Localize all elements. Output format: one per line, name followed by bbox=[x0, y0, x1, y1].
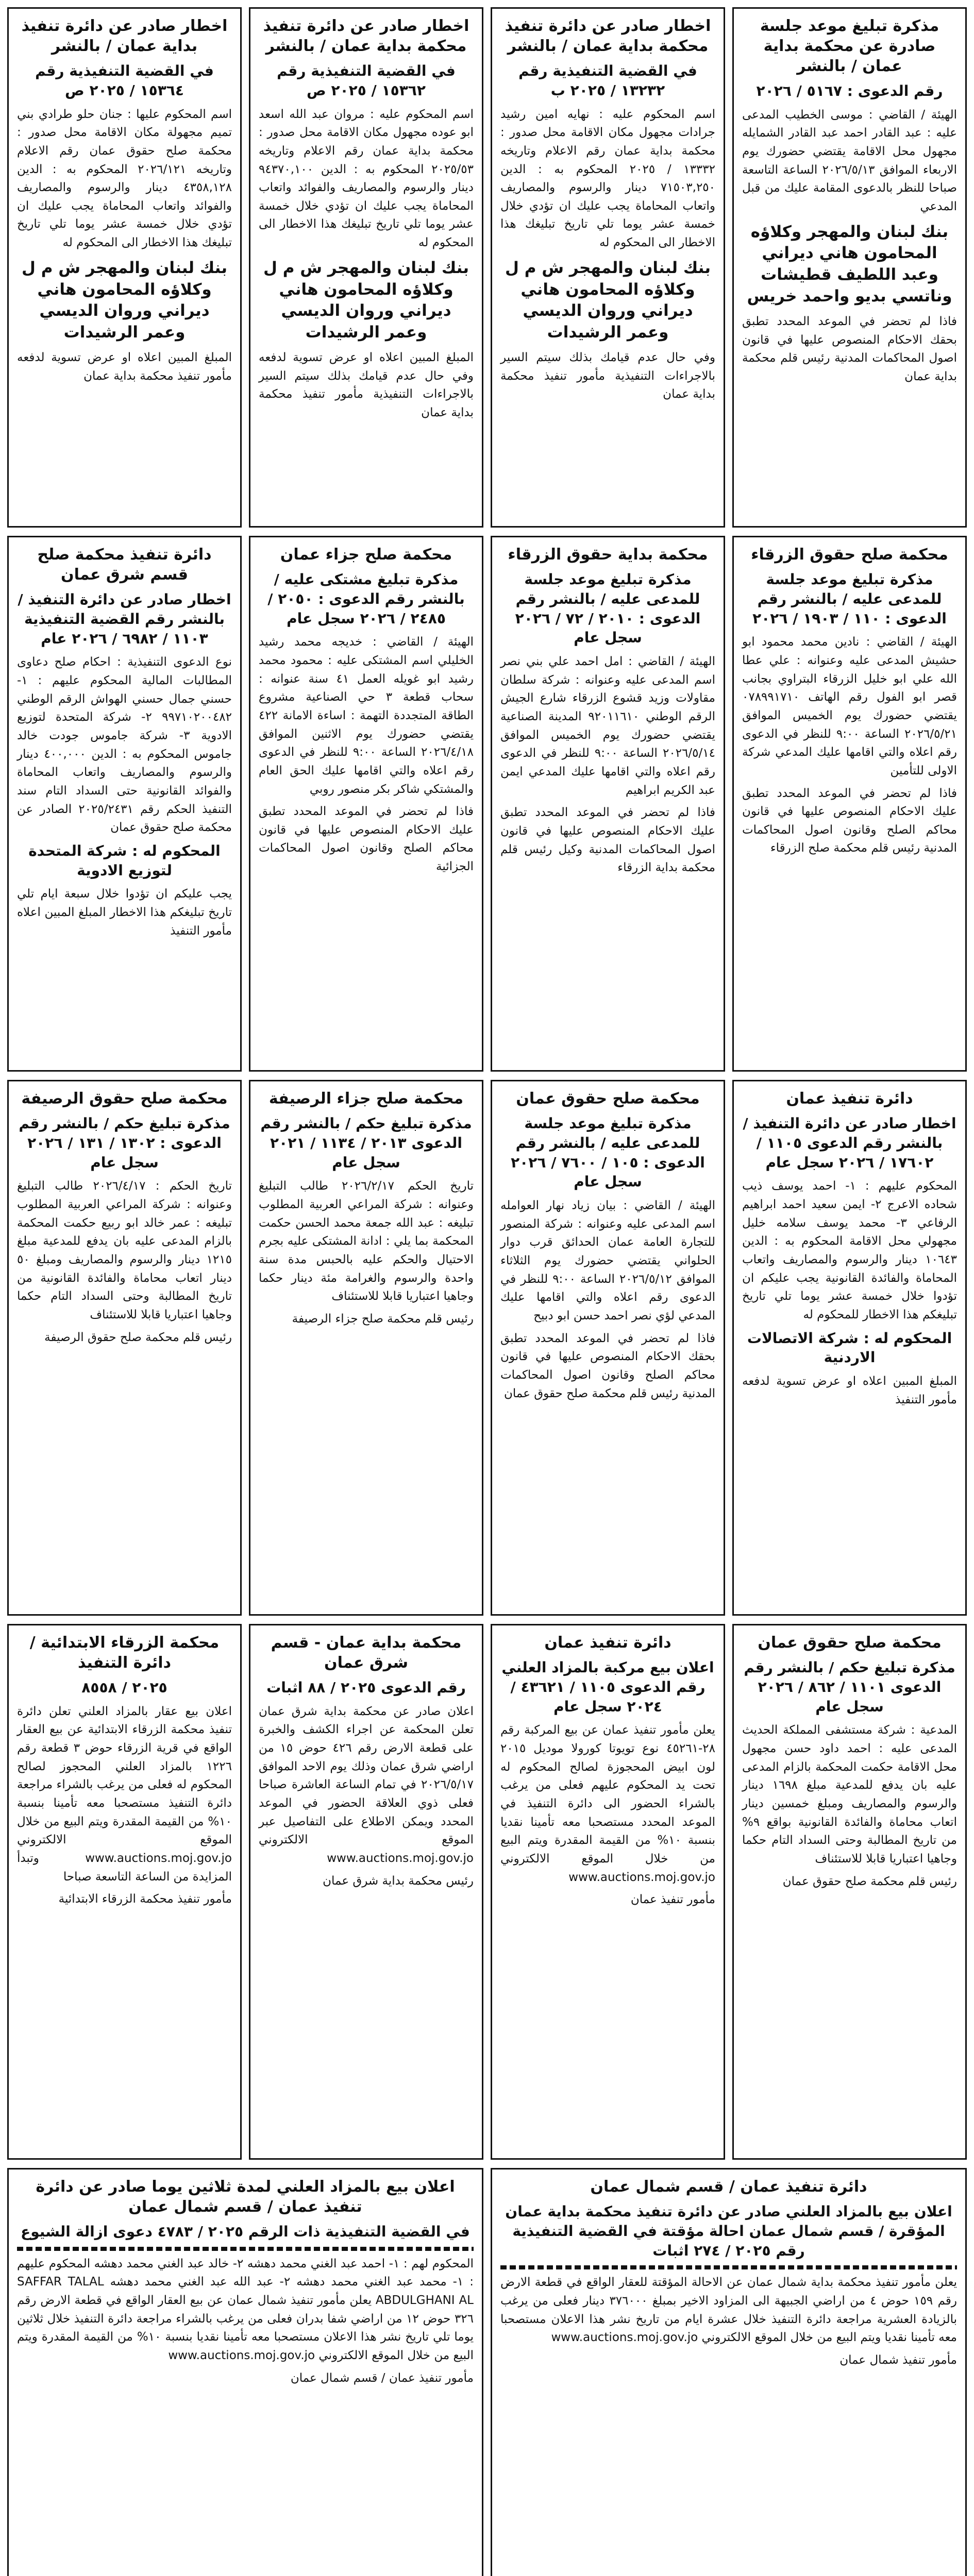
notice-footer: المبلغ المبين اعلاه او عرض تسوية لدفعه مأمور تنفيذ محكمة بداية عمان bbox=[17, 351, 232, 383]
notice-footer: فاذا لم تحضر في الموعد المحدد تطبق بحقك الاحكام المنصوص عليها في قانون اصول المحاكمات المدنية رئيس قلم محكمة بداية عمان bbox=[742, 315, 957, 383]
notice-body: الهيئة / القاضي : بيان زياد نهار العوامله اسم المدعى عليه وعنوانه : شركة المنصور للتجارة العامة عمان الحدائق قرب دوار الحلواني يقتضي حضورك يوم الثلاثاء الموافق ٢٠٢٦/٥/١٢ الساعة ٩:٠٠ للنظر في الدعوى رقم اعلاه والتي اقامها عليك المدعي لؤي نصر احمد حسن ابو دبيح bbox=[500, 1199, 715, 1323]
notice-card bbox=[249, 1080, 483, 1616]
notice-card bbox=[491, 1080, 725, 1616]
notice-footer: رئيس قلم محكمة صلح جزاء الرصيفة bbox=[292, 1312, 474, 1326]
notice-case-number: ٢٠٢٥ / ٨٥٥٨ bbox=[81, 1679, 167, 1696]
notice-card bbox=[7, 1624, 242, 2160]
notice-footer: رئيس قلم محكمة صلح حقوق الرصيفة bbox=[44, 1330, 232, 1344]
notice-body: الهيئة / القاضي : امل احمد علي بني نصر اسم المدعى عليه وعنوانه : شركة سلطان مقاولات وزيد قشوع الزرقاء شارع الجيش الرقم الوطني ٩٢٠١١٦١٠ المدينة الصناعية يقتضي حضورك يوم الخميس الموافق ٢٠٢٦/٥/١٤ الساعة ٩:٠٠ للنظر في الدعوى رقم اعلاه والتي اقامها عليك المدعي ايمن عبد الكريم ابراهيم bbox=[500, 655, 715, 797]
notices-row-2 bbox=[7, 536, 967, 1072]
notice-card bbox=[491, 7, 725, 528]
notice-title: محكمة صلح جزاء عمان bbox=[280, 546, 452, 564]
notice-title: مذكرة تبليغ موعد جلسة صادرة عن محكمة بداية عمان / بالنشر bbox=[760, 17, 939, 75]
notice-case-number: مذكرة تبليغ حكم / بالنشر رقم الدعوى : ١٣٠٢ / ١٣١ / ٢٠٢٦ سجل عام bbox=[19, 1115, 230, 1171]
notice-title: دائرة تنفيذ عمان / قسم شمال عمان bbox=[590, 2178, 867, 2196]
notice-body: تاريخ الحكم ٢٠٢٦/٢/١٧ طالب التبليغ وعنوانه : شركة المراعي العربية المطلوب تبليغه : عبد الله جمعة محمد الحسن حكمت المحكمة بما يلي : ادانة المشتكى عليه بجرم الاحتيال والحكم عليه بالحبس مدة سنة واحدة والرسوم والغرامة مئة دينار حكما وجاهيا اعتباريا قابلا للاستئناف bbox=[259, 1179, 474, 1303]
notice-body: اسم المحكوم عليها : جنان حلو طرادي بني تميم مجهولة مكان الاقامة محل صدور : محكمة صلح حقوق عمان رقم الاعلام وتاريخه ٢٠٢٦/١٢١ المحكوم به : الدين ٤٣٥٨,١٢٨ دينار والرسوم والمصاريف والفوائد واتعاب المحاماة يجب عليك ان تؤدي خلال خمسة عشر يوما تلي تاريخ تبليغك هذا الاخطار الى المحكوم له bbox=[17, 107, 232, 250]
notice-party: بنك لبنان والمهجر وكلاؤه المحامون هاني ديراني وعبد اللطيف قطيشات وناتسي بديو واحمد خريس bbox=[747, 222, 952, 306]
divider bbox=[500, 2265, 957, 2269]
notice-case-number: مذكرة تبليغ موعد جلسة للمدعى عليه / بالنشر رقم الدعوى : ٢٠١٠ / ٧٢ / ٢٠٢٦ سجل عام bbox=[515, 571, 701, 647]
notice-body: الهيئة / القاضي : موسى الخطيب المدعى عليه : عبد القادر احمد عبد القادر الشمايله مجهول محل الاقامة يقتضي حضورك يوم الاربعاء الموافق ٢٠٢٦/٥/١٣ الساعة التاسعة صباحا للنظر بالدعوى المقامة عليك من قبل المدعي bbox=[742, 108, 957, 213]
notice-title: محكمة بداية عمان - قسم شرق عمان bbox=[271, 1634, 462, 1672]
notice-party: بنك لبنان والمهجر ش م ل وكلاؤه المحامون هاني ديراني وروان الديسي وعمر الرشيدات bbox=[505, 258, 711, 342]
notice-card bbox=[491, 536, 725, 1072]
notice-card bbox=[249, 1624, 483, 2160]
notice-footer: مأمور تنفيذ عمان / قسم شمال عمان bbox=[290, 2371, 474, 2385]
notice-footer: فاذا لم تحضر في الموعد المحدد تطبق عليك الاحكام المنصوص عليها في قانون محاكم الصلح وقانون اصول المحاكمات المدنية رئيس قلم محكمة صلح الزرقاء bbox=[742, 786, 957, 855]
notice-case-number: اخطار صادر عن دائرة التنفيذ / بالنشر رقم القضية التنفيذية ١١٠٣ / ٦٩٨٢ / ٢٠٢٦ عام bbox=[18, 591, 231, 647]
notice-title: محكمة صلح حقوق الزرقاء bbox=[751, 546, 948, 564]
notice-footer: مأمور تنفيذ شمال عمان bbox=[839, 2353, 957, 2367]
notice-title: اعلان بيع بالمزاد العلني لمدة ثلاثين يوما صادر عن دائرة تنفيذ عمان / قسم شمال عمان bbox=[36, 2178, 455, 2216]
notice-card bbox=[7, 536, 242, 1072]
notice-footer: يجب عليكم ان تؤدوا خلال سبعة ايام تلي تاريخ تبليغكم هذا الاخطار المبلغ المبين اعلاه مأمور التنفيذ bbox=[17, 887, 232, 938]
notice-body: المحكوم عليهم : ١- احمد يوسف ذيب شحاده الاعرج ٢- ايمن سعيد احمد ابراهيم الرفاعي ٣- محمد يوسف سلامه خليل مجهولي محل الاقامة المحكوم به : الدين ١٠٦٤٣ دينار والرسوم والمصاريف واتعاب المحاماة والفائدة القانونية يجب عليكم ان تؤدوا خلال خمسة عشر يوما تلي تاريخ تبليغكم هذا الاخطار للمحكوم له bbox=[742, 1179, 958, 1321]
notice-body: يعلن مأمور تنفيذ عمان عن بيع المركبة رقم ٢٨-٤٥٢٦١ نوع تويوتا كورولا موديل ٢٠١٥ لون ابيض المحجوزة لصالح المحكوم له تحت يد المحكوم عليهم فعلى من يرغب بالشراء الحضور الى دائرة التنفيذ في الموعد المحدد مستصحبا معه تأمينا نقديا بنسبة ١٠% من القيمة المقدرة ويتم البيع من خلال الموقع الالكتروني www.auctions.moj.gov.jo bbox=[500, 1723, 715, 1884]
notice-card bbox=[491, 1624, 725, 2160]
notice-card bbox=[249, 7, 483, 528]
notice-body: اعلان صادر عن محكمة بداية شرق عمان تعلن المحكمة عن اجراء الكشف والخبرة على قطعة الارض رقم ٤٢٦ حوض ١٥ من اراضي شرق عمان وذلك يوم الاحد الموافق ٢٠٢٦/٥/١٧ في تمام الساعة العاشرة صباحا فعلى ذوي العلاقة الحضور في الموعد المحدد ويمكن الاطلاع على التفاصيل عبر الموقع الالكتروني www.auctions.moj.gov.jo bbox=[259, 1704, 474, 1865]
notice-body: اسم المحكوم عليه : مروان عبد الله اسعد ابو عوده مجهول مكان الاقامة محل صدور : محكمة بداية عمان رقم الاعلام وتاريخه ٢٠٢٥/٥٣ المحكوم به : الدين ٩٤٣٧٠,١٠٠ دينار والرسوم والمصاريف والفوائد واتعاب المحاماة يجب عليك ان تؤدي خلال خمسة عشر يوما تلي تاريخ تبليغك هذا الاخطار الى المحكوم له bbox=[259, 107, 474, 250]
notice-card bbox=[249, 536, 483, 1072]
notice-card bbox=[732, 7, 967, 528]
notice-card bbox=[732, 1080, 967, 1616]
notice-card bbox=[491, 2168, 967, 2576]
notice-footer: فاذا لم تحضر في الموعد المحدد تطبق عليك الاحكام المنصوص عليها في قانون اصول المحاكمات المدنية وكيل رئيس قلم محكمة بداية الزرقاء bbox=[500, 806, 715, 875]
notice-title: اخطار صادر عن دائرة تنفيذ بداية عمان / بالنشر bbox=[21, 17, 228, 55]
notice-case-number: مذكرة تبليغ حكم / بالنشر رقم الدعوى ١١٠١ / ٨٦٢ / ٢٠٢٦ سجل عام bbox=[744, 1659, 955, 1715]
notice-body: يعلن مأمور تنفيذ محكمة بداية شمال عمان عن الاحالة المؤقتة للعقار الواقع في قطعة الارض رقم ١٥٩ حوض ٤ من اراضي الجبيهة الى المزاود الاخير بمبلغ ٣٧٦٠٠٠ دينار فعلى من يرغب بالزيادة العشرية مراجعة دائرة التنفيذ خلال عشرة ايام من تاريخ نشر هذا الاعلان مستصحبا معه تأمينا نقديا ويتم البيع من خلال الموقع الالكتروني www.auctions.moj.gov.jo bbox=[500, 2276, 957, 2345]
notice-title: اخطار صادر عن دائرة تنفيذ محكمة بداية عمان / بالنشر bbox=[505, 17, 711, 55]
notice-title: محكمة بداية حقوق الزرقاء bbox=[508, 546, 708, 564]
notice-case-number: مذكرة تبليغ موعد جلسة للمدعى عليه / بالنشر رقم الدعوى : ١٠٥ / ٧٦٠٠ / ٢٠٢٦ سجل عام bbox=[511, 1115, 705, 1191]
notice-footer: فاذا لم تحضر في الموعد المحدد تطبق بحقك الاحكام المنصوص عليها في قانون محاكم الصلح وقانون اصول المحاكمات المدنية رئيس قلم محكمة صلح حقوق عمان bbox=[500, 1331, 715, 1400]
notice-title: دائرة تنفيذ عمان bbox=[786, 1090, 913, 1108]
notices-row-3 bbox=[7, 1080, 967, 1616]
notice-case-number: في القضية التنفيذية رقم ١٥٣٦٤ / ٢٠٢٥ ص bbox=[35, 62, 214, 99]
notice-footer: رئيس محكمة بداية شرق عمان bbox=[323, 1874, 474, 1888]
notice-footer: مأمور تنفيذ عمان bbox=[630, 1893, 715, 1907]
notice-body: الهيئة / القاضي : خديجه محمد رشيد الخليلي اسم المشتكى عليه : محمود محمد رشيد ابو غويله العمل ٤١ سنة عنوانه : سحاب قطعة ٣ حي الصناعية مشروع الطاقة المتجددة التهمة : اساءة الامانة ٤٢٢ يقتضي حضورك يوم الاثنين الموافق ٢٠٢٦/٤/١٨ الساعة ٩:٠٠ للنظر في الدعوى رقم اعلاه والتي اقامها عليك الحق العام والمشتكي شاكر بكر منصور روبي bbox=[259, 635, 474, 796]
divider bbox=[17, 2247, 474, 2251]
notice-case-number: مذكرة تبليغ مشتكى عليه / بالنشر رقم الدعوى : ٢٠٥٠ / ٢٤٨٥ / ٢٠٢٦ سجل عام bbox=[267, 571, 465, 627]
notice-card bbox=[7, 7, 242, 528]
notices-row-1 bbox=[7, 7, 967, 528]
notice-body: نوع الدعوى التنفيذية : احكام صلح دعاوى المطالبات المالية المحكوم عليهم : ١- حسني جمال حسني الهواش الرقم الوطني ٩٩٧١٠٢٠٠٤٨٢ ٢- شركة المتحدة لتوزيع الادوية ٣- شركة جاموس جودت خالد جاموس المحكوم به : الدين ٤٠٠,٠٠٠ دينار والرسوم والمصاريف واتعاب المحاماة والفوائد القانونية حتى السداد التام سند التنفيذ الحكم رقم ٢٠٢٥/٢٤٣١ الصادر عن محكمة صلح حقوق عمان bbox=[17, 655, 232, 835]
notice-title: محكمة الزرقاء الابتدائية / دائرة التنفيذ bbox=[29, 1634, 220, 1672]
notice-footer: المبلغ المبين اعلاه او عرض تسوية لدفعه مأمور التنفيذ bbox=[742, 1375, 957, 1406]
notice-party: المحكوم له : شركة الاتصالات الاردنية bbox=[747, 1329, 952, 1366]
notice-case-number: اخطار صادر عن دائرة التنفيذ / بالنشر رقم الدعوى ١١٠٥ / ١٧٦٠٢ / ٢٠٢٦ سجل عام bbox=[743, 1115, 956, 1171]
notices-row-5 bbox=[7, 2168, 967, 2576]
notice-card bbox=[7, 2168, 483, 2576]
notice-case-number: مذكرة تبليغ موعد جلسة للمدعى عليه / بالنشر رقم الدعوى : ١١٠ / ١٩٠٣ / ٢٠٢٦ bbox=[752, 571, 947, 627]
notice-body: اسم المحكوم عليه : نهايه امين رشيد جرادات مجهول مكان الاقامة محل صدور : محكمة بداية عمان رقم الاعلام وتاريخه ١٣٣٣٢ / ٢٠٢٥ المحكوم به : الدين ٧١٥٠٣,٢٥٠ دينار والرسوم والمصاريف واتعاب المحاماة يجب عليك ان تؤدي خلال خمسة عشر يوما تلي تاريخ تبليغك هذا الاخطار الى المحكوم له bbox=[500, 107, 715, 250]
notice-case-number: مذكرة تبليغ حكم / بالنشر رقم الدعوى ٢٠١٣ / ١١٣٤ / ٢٠٢١ سجل عام bbox=[260, 1115, 472, 1171]
notice-card bbox=[7, 1080, 242, 1616]
notice-body: المدعية : شركة مستشفى المملكة الحديث المدعى عليه : احمد داود حسن مجهول محل الاقامة حكمت المحكمة بالزام المدعى عليه بان يدفع للمدعية مبلغ ١٦٩٨ دينار والرسوم والمصاريف ومبلغ خمسين دينار اتعاب محاماة والفائدة القانونية بواقع ٩% من تاريخ المطالبة وحتى السداد التام حكما وجاهيا اعتباريا قابلا للاستئناف bbox=[742, 1723, 957, 1866]
notice-card bbox=[732, 1624, 967, 2160]
notice-title: محكمة صلح حقوق عمان bbox=[758, 1634, 942, 1652]
notice-title: محكمة صلح حقوق عمان bbox=[516, 1090, 700, 1108]
notice-body: الهيئة / القاضي : نادين محمد محمود ابو حشيش المدعى عليه وعنوانه : علي عطا الله علي ابو خليل الزرقاء البتراوي بجانب قصر ابو الفول رقم الهاتف ٠٧٨٩٩١٧١٠ يقتضي حضورك يوم الخميس الموافق ٢٠٢٦/٥/٢١ الساعة ٩:٠٠ للنظر في الدعوى رقم اعلاه والتي اقامها عليك المدعي شركة الاولى للتأمين bbox=[742, 635, 957, 777]
notice-body: المحكوم لهم : ١- احمد عبد الغني محمد دهشه ٢- خالد عبد الغني محمد دهشه المحكوم عليهم : ١- محمد عبد الغني محمد دهشه ٢- عبد الله عبد الغني محمد دهشه SAFFAR TALAL ABDULGHANI AL يعلن مأمور تنفيذ شمال عمان عن بيع العقار الواقع في قطعة الارض رقم ٣٢٦ حوض ١٢ من اراضي شفا بدران فعلى من يرغب بالشراء مراجعة دائرة التنفيذ خلال ثلاثين يوما تلي تاريخ نشر هذا الاعلان مستصحبا معه تأمينا نقديا بنسبة ١٠% من القيمة المقدرة ويتم البيع من خلال الموقع الالكتروني www.auctions.moj.gov.jo bbox=[17, 2257, 474, 2362]
notice-title: محكمة صلح حقوق الرصيفة bbox=[21, 1090, 228, 1108]
notice-case-number: رقم الدعوى : ٥١٦٧ / ٢٠٢٦ bbox=[756, 82, 943, 99]
notice-case-number: اعلان بيع مركبة بالمزاد العلني رقم الدعوى ١١٠٥ / ٤٣٦٢١ / ٢٠٢٤ سجل عام bbox=[501, 1659, 714, 1715]
notice-case-number: اعلان بيع بالمزاد العلني صادر عن دائرة تنفيذ محكمة بداية عمان المؤقرة / قسم شمال عمان احالة مؤقتة في القضية التنفيذية رقم ٢٠٢٥ / ٢٧٤ اثبات bbox=[505, 2203, 952, 2259]
notice-body: اعلان بيع عقار بالمزاد العلني تعلن دائرة تنفيذ محكمة الزرقاء الابتدائية عن بيع العقار الواقع في قرية الزرقاء حوض ٣ قطعة رقم ١٢٢٦ بالمزاد العلني المحجوز لصالح المحكوم له فعلى من يرغب بالشراء مراجعة دائرة التنفيذ مستصحبا معه تأمينا بنسبة ١٠% من القيمة المقدرة ويتم البيع من خلال الموقع الالكتروني www.auctions.moj.gov.jo وتبدأ المزايدة من الساعة التاسعة صباحا bbox=[17, 1704, 232, 1884]
notice-party: المحكوم له : شركة المتحدة لتوزيع الادوية bbox=[28, 842, 221, 879]
notice-case-number: في القضية التنفيذية رقم ١٣٢٣٢ / ٢٠٢٥ ب bbox=[518, 62, 697, 99]
notices-row-4 bbox=[7, 1624, 967, 2160]
notice-title: دائرة تنفيذ عمان bbox=[544, 1634, 671, 1652]
notice-title: محكمة صلح جزاء الرصيفة bbox=[268, 1090, 464, 1108]
notice-footer: وفي حال عدم قيامك بذلك سيتم السير بالاجراءات التنفيذية مأمور تنفيذ محكمة بداية عمان bbox=[500, 351, 715, 401]
notice-footer: مأمور تنفيذ محكمة الزرقاء الابتدائية bbox=[58, 1892, 232, 1906]
notice-case-number: رقم الدعوى ٢٠٢٥ / ٨٨ اثبات bbox=[266, 1679, 466, 1696]
notice-card bbox=[732, 536, 967, 1072]
notice-case-number: في القضية التنفيذية ذات الرقم ٢٠٢٥ / ٤٧٨٣ دعوى ازالة الشيوع bbox=[21, 2223, 470, 2240]
notice-title: دائرة تنفيذ محكمة صلح قسم شرق عمان bbox=[37, 546, 212, 584]
notice-body: تاريخ الحكم : ٢٠٢٦/٤/١٧ طالب التبليغ وعنوانه : شركة المراعي العربية المطلوب تبليغه : عمر خالد ابو ربيع حكمت المحكمة بالزام المدعى عليه بان يدفع للمدعية مبلغ ١٢١٥ دينار والرسوم والمصاريف ومبلغ ٥٠ دينار اتعاب محاماة والفائدة القانونية من تاريخ المطالبة وحتى السداد التام حكما وجاهيا اعتباريا قابلا للاستئناف bbox=[17, 1179, 232, 1321]
notice-party: بنك لبنان والمهجر ش م ل وكلاؤه المحامون هاني ديراني وروان الديسي وعمر الرشيدات bbox=[22, 258, 227, 342]
notice-case-number: في القضية التنفيذية رقم ١٥٣٦٢ / ٢٠٢٥ ص bbox=[277, 62, 456, 99]
notice-title: اخطار صادر عن دائرة تنفيذ محكمة بداية عمان / بالنشر bbox=[263, 17, 469, 55]
notice-footer: المبلغ المبين اعلاه او عرض تسوية لدفعه وفي حال عدم قيامك بذلك سيتم السير بالاجراءات التنفيذية مأمور تنفيذ محكمة بداية عمان bbox=[259, 351, 474, 420]
notice-footer: رئيس قلم محكمة صلح حقوق عمان bbox=[782, 1874, 957, 1888]
notice-footer: فاذا لم تحضر في الموعد المحدد تطبق عليك الاحكام المنصوص عليها في قانون محاكم الصلح وقانون اصول المحاكمات الجزائية bbox=[259, 805, 474, 874]
notice-party: بنك لبنان والمهجر ش م ل وكلاؤه المحامون هاني ديراني وروان الديسي وعمر الرشيدات bbox=[263, 258, 469, 342]
